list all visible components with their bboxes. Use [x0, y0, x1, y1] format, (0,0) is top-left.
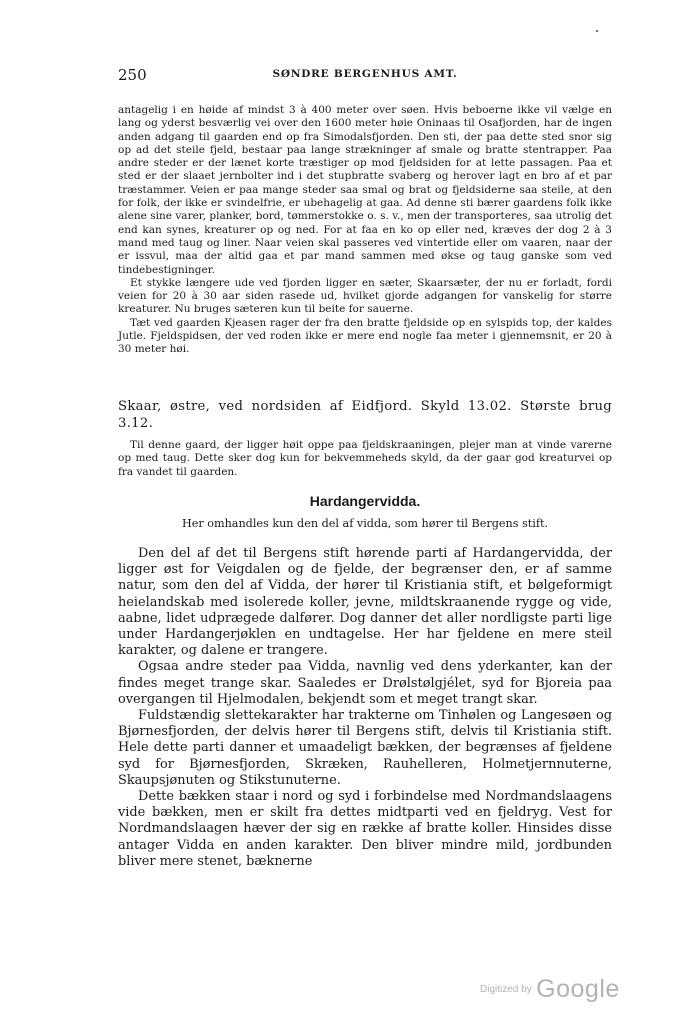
farm-entry-title: Skaar, østre, ved nordsiden af Eidfjord. Skyld 13.02. Største brug 3.12. — [118, 399, 612, 431]
running-title: SØNDRE BERGENHUS AMT. — [272, 68, 458, 80]
section-heading: Hardangervidda. — [309, 493, 421, 509]
paragraph: antagelig i en høide af mindst 3 à 400 meter over søen. Hvis beboerne ikke vil vælge en lang og yderst besværlig vei over den 1600 meter høie Oninaas til Osafjorden, har de ingen anden adgang til gaarden end op fra Simodalsfjorden. Den sti, der paa dette sted snor sig op ad det steile fjeld, bestaar paa lange strækninger af smale og bratte stentrapper. Paa andre steder er der lænet korte træstiger op mod fjeldsiden for at lette passagen. Paa et sted er der slaaet jernbolter ind i det stupbratte svaberg og herover lagt en bro af et par træstammer. Veien er paa mange steder saa smal og brat og fjeldsiderne saa steile, at den for folk, der ikke er svindelfrie, er ubehagelig at gaa. Ad denne sti bærer gaardens folk ikke alene sine varer, planker, bord, tømmerstokke o. s. v., men der transporteres, saa utrolig det end kan synes, kreaturer op og ned. For at faa en ko op eller ned, kræves der dog 2 à 3 mand med taug og liner. Naar veien skal passeres ved vintertide eller om vaaren, naar der er issvul, maa der altid gaa et par mand sammen med økse og taug ganske som ved tindebestigninger. — [118, 104, 612, 276]
google-logo: Google — [536, 975, 620, 1003]
paragraph: Tæt ved gaarden Kjeasen rager der fra den bratte fjeldside op en sylspids top, der kaldes Jutle. Fjeldspidsen, der ved roden ikke er mere end nogle faa meter i gjennemsnit, er 20 à 30 meter høi. — [118, 316, 612, 356]
paragraph: Den del af det til Bergens stift hørende parti af Hardangervidda, der ligger øst for Veigdalen og de fjelde, der begrænser den, er af samme natur, som den del af Vidda, der hører til Kristiania stift, et bølgeformigt heielandskab med isolerede koller, jevne, mildtskraanende rygge og vide, aabne, lidet udprægede dalfører. Dog danner det aller nordligste parti lige under Hardangerjøklen en undtagelse. Her har fjeldene en mere steil karakter, og dalene er trangere. — [118, 546, 612, 659]
farm-entry-note — [118, 439, 612, 479]
watermark-prefix: Digitized by — [480, 984, 532, 995]
paragraph: Fuldstændig slettekarakter har trakterne om Tinhølen og Langesøen og Bjørnesfjorden, der delvis hører til Bergens stift, delvis til Kristiania stift. Hele dette parti danner et umaadeligt bækken, der begrænses af fjeldene syd for Bjørnesfjorden, Skræken, Rauhelleren, Holmetjernnuterne, Skaupsjønuten og Stikstunuterne. — [118, 708, 612, 788]
page-speck — [596, 30, 598, 32]
digitized-watermark — [480, 975, 620, 1004]
continued-text — [118, 104, 612, 357]
section-subtitle: Her omhandles kun den del af vidda, som hører til Bergens stift. — [181, 517, 549, 530]
paragraph: Til denne gaard, der ligger høit oppe paa fjeldskraaningen, plejer man at vinde varerne op med taug. Dette sker dog kun for bekvemmeheds skyld, da der gaar god kreaturvei op fra vandet til gaarden. — [118, 439, 612, 478]
paragraph: Et stykke længere ude ved fjorden ligger en sæter, Skaarsæter, der nu er forladt, fordi veien for 20 à 30 aar siden rasede ud, hvilket gjorde adgangen for vanskelig for større kreaturer. Nu bruges sæteren kun til beite for sauerne. — [118, 276, 612, 316]
paragraph: Dette bækken staar i nord og syd i forbindelse med Nordmandslaagens vide bækken, men er skilt fra dettes midtparti ved en fjeldryg. Vest for Nordmandslaagen hæver der sig en række af bratte koller. Hinsides disse antager Vidda en anden karakter. Den bliver mindre mild, jordbunden bliver mere stenet, bæknerne — [118, 789, 612, 869]
paragraph: Ogsaa andre steder paa Vidda, navnlig ved dens yderkanter, kan der findes meget trange skar. Saaledes er Drølstølgjélet, syd for Bjoreia paa overgangen til Hjelmodalen, bekjendt som et meget trangt skar. — [118, 659, 612, 707]
page-number: 250 — [118, 66, 147, 84]
page-header — [118, 66, 612, 88]
farm-entry — [118, 398, 612, 432]
section-body — [118, 546, 612, 870]
